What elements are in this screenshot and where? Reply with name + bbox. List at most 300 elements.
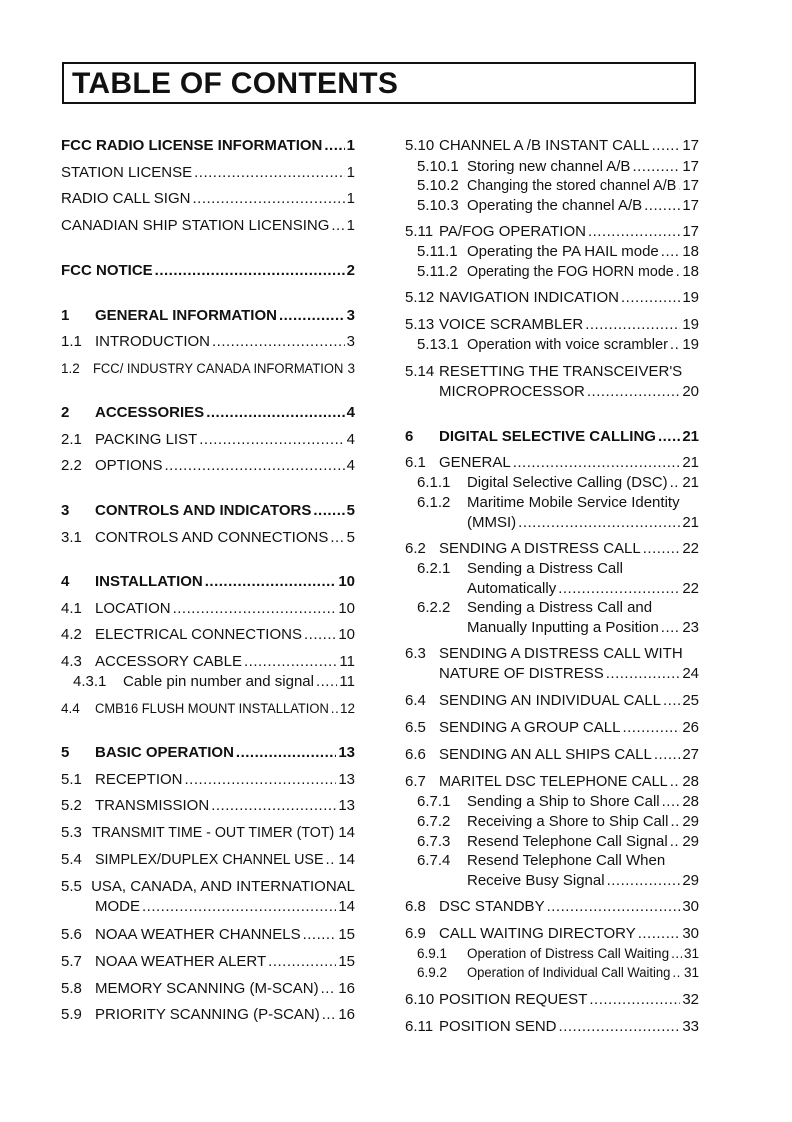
- toc-entry-number: 5.11: [405, 223, 434, 240]
- toc-entry[interactable]: [61, 261, 355, 281]
- toc-leader-dots: [331, 216, 344, 236]
- toc-leader-dots: [559, 1017, 681, 1037]
- toc-leader-dots: [676, 262, 681, 282]
- toc-entry[interactable]: [405, 963, 699, 983]
- toc-entry[interactable]: [405, 315, 699, 335]
- toc-entry[interactable]: [61, 163, 355, 183]
- toc-entry-title: SENDING A DISTRESS CALL: [439, 540, 641, 557]
- toc-entry-number: 1: [61, 307, 70, 324]
- toc-entry[interactable]: [405, 924, 699, 944]
- toc-leader-dots: [638, 924, 681, 944]
- toc-page-number: 17: [682, 197, 699, 214]
- toc-entry-title: STATION LICENSE: [61, 164, 193, 181]
- toc-leader-dots: [644, 196, 680, 216]
- toc-entry-number: 6: [405, 428, 414, 445]
- toc-entry-title: LOCATION: [95, 600, 171, 617]
- toc-entry[interactable]: [61, 877, 355, 917]
- toc-page-number: 11: [339, 673, 355, 690]
- toc-entry-title: OPTIONS: [95, 457, 163, 474]
- toc-entry[interactable]: [61, 136, 355, 156]
- toc-entry[interactable]: [405, 196, 699, 216]
- toc-entry[interactable]: [61, 189, 355, 209]
- toc-entry-title: MEMORY SCANNING (M-SCAN): [95, 980, 319, 997]
- toc-page-number: 12: [339, 701, 355, 716]
- toc-entry-title-continued: MODE: [95, 898, 140, 915]
- toc-leader-dots: [194, 163, 345, 183]
- page-title: TABLE OF CONTENTS: [72, 67, 399, 100]
- toc-entry-title-continued: Manually Inputting a Position: [467, 619, 659, 636]
- toc-entry-number: 6.2.1: [417, 560, 451, 577]
- toc-leader-dots: [658, 427, 680, 447]
- toc-entry-number: 6.8: [405, 898, 426, 915]
- toc-leader-dots: [671, 944, 682, 964]
- toc-page-number: 26: [682, 719, 699, 736]
- toc-entry-number: 6.4: [405, 692, 426, 709]
- toc-entry[interactable]: [61, 359, 355, 379]
- toc-entry-title: NOAA WEATHER CHANNELS: [95, 926, 301, 943]
- toc-leader-dots: [621, 288, 680, 308]
- toc-page-number: 21: [682, 454, 699, 471]
- toc-entry-title: Operating the FOG HORN mode: [467, 263, 674, 280]
- toc-page-number: 2: [346, 262, 355, 279]
- toc-leader-dots: [326, 850, 337, 870]
- toc-leader-dots: [142, 897, 336, 917]
- toc-entry[interactable]: [61, 625, 355, 645]
- toc-leader-dots: [661, 242, 681, 262]
- toc-entry-number: 4.2: [61, 626, 82, 643]
- toc-leader-dots: [322, 1005, 337, 1025]
- toc-entry-number: 6.3: [405, 645, 426, 662]
- toc-entry[interactable]: [405, 176, 699, 196]
- toc-entry-number: 5.11.1: [417, 243, 458, 260]
- toc-entry-number: 3: [61, 502, 70, 519]
- toc-entry-title-continued: NATURE OF DISTRESS: [439, 665, 604, 682]
- toc-entry[interactable]: [61, 652, 355, 672]
- toc-entry[interactable]: [405, 559, 699, 599]
- toc-page-number: 31: [683, 946, 699, 961]
- toc-entry-number: 5: [61, 744, 70, 761]
- toc-leader-dots: [330, 528, 344, 548]
- toc-entry-number: 1.2: [61, 361, 80, 376]
- toc-entry[interactable]: [405, 493, 699, 533]
- toc-page-number: 18: [682, 263, 699, 280]
- toc-entry-number: 5.10.3: [417, 197, 459, 214]
- toc-leader-dots: [547, 897, 681, 917]
- toc-leader-dots: [192, 189, 344, 209]
- toc-page-number: 17: [682, 137, 699, 154]
- toc-entry-title: SENDING AN INDIVIDUAL CALL: [439, 692, 662, 709]
- toc-entry[interactable]: [405, 644, 699, 684]
- toc-page-number: 13: [338, 771, 355, 788]
- toc-page-number: 28: [682, 793, 699, 810]
- toc-leader-dots: [155, 261, 345, 281]
- toc-entry-title: RESETTING THE TRANSCEIVER'S: [439, 363, 683, 380]
- toc-leader-dots: [589, 990, 680, 1010]
- toc-leader-dots: [585, 315, 680, 335]
- toc-entry-number: 6.7: [405, 773, 426, 790]
- toc-entry[interactable]: [405, 691, 699, 711]
- toc-page-number: 13: [338, 797, 355, 814]
- toc-entry-title: Maritime Mobile Service Identity: [467, 494, 680, 511]
- toc-entry-number: 5.10.1: [417, 158, 459, 175]
- toc-entry[interactable]: [61, 743, 355, 763]
- toc-entry[interactable]: [405, 990, 699, 1010]
- toc-page-number: 16: [338, 980, 355, 997]
- toc-entry-title: ELECTRICAL CONNECTIONS: [95, 626, 302, 643]
- toc-entry-title: RADIO CALL SIGN: [61, 190, 191, 207]
- toc-leader-dots: [678, 176, 680, 196]
- toc-entry-title-continued: Automatically: [467, 580, 557, 597]
- toc-entry[interactable]: [61, 1005, 355, 1025]
- toc-page-number: 13: [338, 744, 355, 761]
- toc-entry[interactable]: [405, 335, 699, 355]
- toc-entry-title: FCC NOTICE: [61, 262, 153, 279]
- toc-entry[interactable]: [405, 944, 699, 964]
- toc-page-number: 29: [682, 833, 699, 850]
- toc-entry-title: SENDING AN ALL SHIPS CALL: [439, 746, 652, 763]
- toc-page-number: 22: [682, 580, 699, 597]
- toc-entry-title: ACCESSORIES: [95, 404, 205, 421]
- toc-entry-title-continued: MICROPROCESSOR: [439, 383, 585, 400]
- toc-page-number: 3: [346, 307, 355, 324]
- toc-entry-title: TRANSMIT TIME - OUT TIMER (TOT): [92, 824, 335, 841]
- toc-entry-title: Sending a Ship to Shore Call: [467, 793, 660, 810]
- toc-entry[interactable]: [405, 473, 699, 493]
- toc-entry[interactable]: [61, 672, 355, 692]
- toc-page-number: 23: [682, 619, 699, 636]
- toc-entry-number: 5.5: [61, 878, 82, 895]
- toc-leader-dots: [607, 871, 681, 891]
- toc-entry-number: 4.1: [61, 600, 82, 617]
- toc-leader-dots: [211, 796, 336, 816]
- toc-entry[interactable]: [405, 136, 699, 156]
- toc-entry-title: Changing the stored channel A/B: [467, 177, 677, 194]
- toc-entry[interactable]: [61, 925, 355, 945]
- toc-leader-dots: [670, 335, 680, 355]
- toc-leader-dots: [643, 539, 681, 559]
- toc-leader-dots: [173, 599, 337, 619]
- toc-entry-number: 5.7: [61, 953, 82, 970]
- toc-entry-number: 6.10: [405, 991, 435, 1008]
- toc-entry[interactable]: [61, 599, 355, 619]
- toc-entry[interactable]: [61, 306, 355, 326]
- toc-page-number: 21: [682, 514, 699, 531]
- toc-entry-number: 5.3: [61, 824, 82, 841]
- toc-entry-number: 5.9: [61, 1006, 82, 1023]
- toc-page-number: 16: [338, 1006, 355, 1023]
- toc-page-number: 21: [682, 474, 699, 491]
- toc-entry-title: GENERAL: [439, 454, 511, 471]
- toc-page-number: 4: [346, 431, 355, 448]
- toc-entry[interactable]: [405, 222, 699, 242]
- toc-page-number: 3: [346, 333, 355, 350]
- toc-entry[interactable]: [405, 539, 699, 559]
- toc-entry-title: CONTROLS AND CONNECTIONS: [95, 529, 329, 546]
- toc-entry[interactable]: [405, 897, 699, 917]
- toc-entry[interactable]: [405, 772, 699, 792]
- toc-entry-number: 6.7.3: [417, 833, 451, 850]
- toc-entry-number: 5.12: [405, 289, 435, 306]
- toc-leader-dots: [212, 332, 345, 352]
- toc-leader-dots: [244, 652, 337, 672]
- toc-leader-dots: [316, 672, 337, 692]
- toc-page-number: 11: [339, 653, 355, 670]
- toc-entry-number: 5.8: [61, 980, 82, 997]
- toc-entry-title: RECEPTION: [95, 771, 183, 788]
- toc-entry-number: 5.10.2: [417, 177, 459, 194]
- toc-leader-dots: [622, 718, 680, 738]
- toc-leader-dots: [662, 792, 681, 812]
- toc-entry-number: 6.2.2: [417, 599, 451, 616]
- toc-entry-number: 5.1: [61, 771, 82, 788]
- toc-page-number: 19: [682, 316, 699, 333]
- toc-entry-number: 6.9.1: [417, 946, 448, 961]
- toc-entry-number: 2.1: [61, 431, 82, 448]
- toc-leader-dots: [558, 579, 680, 599]
- toc-entry-title: Operation of Distress Call Waiting: [467, 946, 670, 961]
- toc-page-number: 24: [682, 665, 699, 682]
- toc-entry-number: 4.3: [61, 653, 82, 670]
- toc-entry[interactable]: [61, 430, 355, 450]
- toc-entry-title: SENDING A GROUP CALL: [439, 719, 621, 736]
- toc-leader-dots: [268, 952, 336, 972]
- toc-leader-dots: [606, 664, 681, 684]
- toc-leader-dots: [199, 430, 344, 450]
- toc-entry-title: CHANNEL A /B INSTANT CALL: [439, 137, 650, 154]
- toc-leader-dots: [165, 456, 345, 476]
- toc-leader-dots: [588, 222, 680, 242]
- toc-entry-title: Operating the channel A/B: [467, 197, 643, 214]
- toc-entry-number: 6.7.4: [417, 852, 451, 869]
- toc-page-number: 1: [346, 217, 355, 234]
- toc-entry-title: USA, CANADA, AND INTERNATIONAL: [91, 878, 355, 895]
- toc-entry-title: FCC/ INDUSTRY CANADA INFORMATION: [93, 361, 344, 376]
- toc-entry-title: CMB16 FLUSH MOUNT INSTALLATION: [95, 701, 329, 716]
- toc-leader-dots: [304, 625, 336, 645]
- toc-entry-title-continued: (MMSI): [467, 514, 517, 531]
- toc-page-number: 30: [682, 898, 699, 915]
- toc-entry-title: Storing new channel A/B: [467, 158, 631, 175]
- toc-entry[interactable]: [61, 823, 355, 843]
- toc-entry-number: 4: [61, 573, 70, 590]
- toc-entry[interactable]: [61, 456, 355, 476]
- toc-entry[interactable]: [405, 262, 699, 282]
- toc-page-number: 1: [346, 190, 355, 207]
- toc-entry-title: POSITION SEND: [439, 1018, 557, 1035]
- toc-entry-title-continued: Receive Busy Signal: [467, 872, 605, 889]
- toc-entry[interactable]: [405, 812, 699, 832]
- toc-entry-number: 3.1: [61, 529, 82, 546]
- toc-entry-number: 6.1.1: [417, 474, 451, 491]
- toc-page-number: 4: [346, 404, 355, 421]
- toc-page-number: 1: [346, 164, 355, 181]
- toc-entry-title: SENDING A DISTRESS CALL WITH: [439, 645, 683, 662]
- toc-page-number: 20: [682, 383, 699, 400]
- toc-entry-title: Resend Telephone Call Signal: [467, 833, 668, 850]
- toc-entry-title: Cable pin number and signal: [123, 673, 314, 690]
- toc-page-number: 4: [346, 457, 355, 474]
- toc-entry[interactable]: [61, 501, 355, 521]
- toc-page-number: 31: [683, 965, 699, 980]
- toc-entry[interactable]: [405, 851, 699, 891]
- toc-leader-dots: [632, 157, 680, 177]
- toc-entry[interactable]: [61, 332, 355, 352]
- toc-entry[interactable]: [405, 427, 699, 447]
- toc-page-number: 32: [682, 991, 699, 1008]
- toc-page-number: 29: [682, 872, 699, 889]
- toc-entry[interactable]: [405, 288, 699, 308]
- toc-page-number: 5: [346, 529, 355, 546]
- toc-leader-dots: [331, 699, 338, 719]
- toc-entry[interactable]: [61, 528, 355, 548]
- toc-entry[interactable]: [405, 242, 699, 262]
- toc-entry-title: Operation with voice scrambler: [467, 336, 668, 353]
- toc-entry-number: 2: [61, 404, 70, 421]
- toc-entry-number: 6.2: [405, 540, 426, 557]
- toc-title-box: [62, 62, 696, 104]
- toc-entry[interactable]: [405, 157, 699, 177]
- toc-entry-number: 4.4: [61, 701, 80, 716]
- toc-entry-number: 6.7.1: [417, 793, 451, 810]
- toc-page-number: 19: [682, 336, 699, 353]
- toc-page-number: 10: [338, 600, 355, 617]
- toc-entry[interactable]: [405, 453, 699, 473]
- toc-entry-title: GENERAL INFORMATION: [95, 307, 277, 324]
- toc-page-number: 19: [682, 289, 699, 306]
- toc-leader-dots: [513, 453, 681, 473]
- toc-leader-dots: [670, 473, 681, 493]
- toc-leader-dots: [313, 501, 344, 521]
- toc-page-number: 5: [346, 502, 355, 519]
- toc-entry-number: 6.9.2: [417, 965, 448, 980]
- toc-entry-title: PACKING LIST: [95, 431, 198, 448]
- toc-entry-number: 6.1: [405, 454, 426, 471]
- toc-entry-title: Sending a Distress Call: [467, 560, 623, 577]
- toc-entry-title: Operating the PA HAIL mode: [467, 243, 659, 260]
- toc-entry-title: Digital Selective Calling (DSC): [467, 474, 668, 491]
- toc-entry-number: 5.13.1: [417, 336, 459, 353]
- toc-entry-number: 5.4: [61, 851, 82, 868]
- toc-entry[interactable]: [61, 699, 355, 719]
- toc-leader-dots: [654, 745, 680, 765]
- toc-leader-dots: [670, 772, 681, 792]
- toc-page-number: 14: [338, 898, 355, 915]
- toc-entry[interactable]: [61, 403, 355, 423]
- toc-entry[interactable]: [405, 598, 699, 638]
- toc-page-number: 18: [682, 243, 699, 260]
- toc-entry-title: ACCESSORY CABLE: [95, 653, 243, 670]
- toc-page-number: 3: [347, 361, 355, 376]
- toc-leader-dots: [279, 306, 345, 326]
- toc-leader-dots: [672, 963, 682, 983]
- toc-entry[interactable]: [61, 796, 355, 816]
- toc-page-number: 10: [338, 626, 355, 643]
- toc-entry-title: Operation of Individual Call Waiting: [467, 965, 671, 980]
- toc-leader-dots: [321, 979, 337, 999]
- toc-page-number: 21: [682, 428, 699, 445]
- toc-leader-dots: [670, 812, 680, 832]
- toc-entry[interactable]: [61, 952, 355, 972]
- toc-leader-dots: [236, 743, 336, 763]
- toc-leader-dots: [652, 136, 681, 156]
- toc-entry[interactable]: [405, 745, 699, 765]
- toc-entry-number: 1.1: [61, 333, 82, 350]
- toc-entry-title: PRIORITY SCANNING (P-SCAN): [95, 1006, 320, 1023]
- toc-entry-number: 5.14: [405, 363, 435, 380]
- toc-entry-title: SIMPLEX/DUPLEX CHANNEL USE: [95, 851, 324, 868]
- toc-leader-dots: [324, 136, 344, 156]
- toc-page-number: 27: [682, 746, 699, 763]
- toc-leader-dots: [661, 618, 681, 638]
- toc-entry-title: TRANSMISSION: [95, 797, 210, 814]
- toc-entry[interactable]: [405, 1017, 699, 1037]
- toc-entry-title: FCC RADIO LICENSE INFORMATION: [61, 137, 323, 154]
- toc-page-number: 22: [682, 540, 699, 557]
- toc-entry[interactable]: [405, 362, 699, 402]
- toc-page-number: 17: [682, 158, 699, 175]
- toc-entry-number: 5.13: [405, 316, 435, 333]
- toc-entry[interactable]: [61, 979, 355, 999]
- toc-entry-title: Receiving a Shore to Ship Call: [467, 813, 669, 830]
- toc-page-number: 14: [338, 824, 355, 841]
- toc-leader-dots: [587, 382, 680, 402]
- toc-entry-title: PA/FOG OPERATION: [439, 223, 586, 240]
- toc-entry-title: DIGITAL SELECTIVE CALLING: [439, 428, 656, 445]
- toc-entry[interactable]: [405, 792, 699, 812]
- toc-entry[interactable]: [405, 832, 699, 852]
- toc-entry-number: 6.7.2: [417, 813, 451, 830]
- toc-entry[interactable]: [61, 572, 355, 592]
- toc-entry-title: MARITEL DSC TELEPHONE CALL: [439, 773, 668, 790]
- toc-page-number: 17: [682, 223, 699, 240]
- toc-entry[interactable]: [61, 850, 355, 870]
- toc-page-number: 25: [682, 692, 699, 709]
- toc-leader-dots: [205, 572, 337, 592]
- toc-leader-dots: [185, 770, 337, 790]
- toc-entry-title: NAVIGATION INDICATION: [439, 289, 620, 306]
- toc-entry-number: 6.9: [405, 925, 426, 942]
- toc-entry-number: 6.6: [405, 746, 426, 763]
- toc-entry[interactable]: [61, 770, 355, 790]
- toc-page-number: 10: [338, 573, 355, 590]
- toc-page-number: 30: [682, 925, 699, 942]
- toc-leader-dots: [206, 403, 344, 423]
- toc-entry-title: CONTROLS AND INDICATORS: [95, 502, 312, 519]
- toc-leader-dots: [663, 691, 680, 711]
- toc-entry-title: BASIC OPERATION: [95, 744, 234, 761]
- toc-entry-number: 5.10: [405, 137, 435, 154]
- toc-entry-title: POSITION REQUEST: [439, 991, 588, 1008]
- toc-entry-title: DSC STANDBY: [439, 898, 545, 915]
- toc-entry-title: NOAA WEATHER ALERT: [95, 953, 267, 970]
- toc-entry-number: 2.2: [61, 457, 82, 474]
- toc-entry-title: INSTALLATION: [95, 573, 203, 590]
- toc-entry-title: Resend Telephone Call When: [467, 852, 666, 869]
- toc-page-number: 14: [338, 851, 355, 868]
- toc-entry-number: 4.3.1: [73, 673, 107, 690]
- toc-leader-dots: [670, 832, 681, 852]
- toc-entry-title: Sending a Distress Call and: [467, 599, 653, 616]
- toc-entry[interactable]: [61, 216, 355, 236]
- toc-entry-number: 5.11.2: [417, 263, 458, 280]
- toc-page-number: 15: [338, 953, 355, 970]
- toc-entry-number: 6.1.2: [417, 494, 451, 511]
- toc-leader-dots: [303, 925, 337, 945]
- toc-entry[interactable]: [405, 718, 699, 738]
- toc-page-number: 15: [338, 926, 355, 943]
- toc-entry-number: 6.11: [405, 1018, 434, 1035]
- toc-entry-title: CALL WAITING DIRECTORY: [439, 925, 636, 942]
